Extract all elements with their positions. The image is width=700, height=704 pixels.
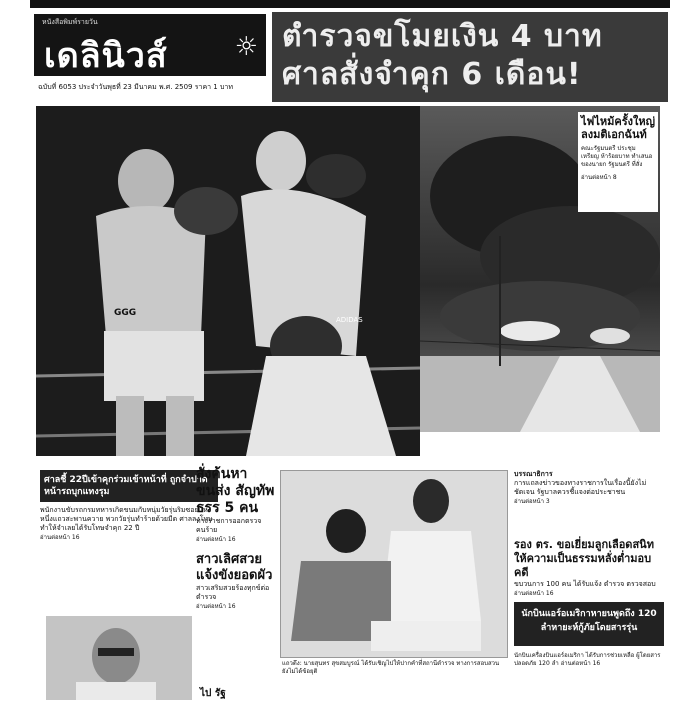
issue-line — [38, 82, 268, 93]
editorial-text: การแถลงข่าวของทางราชการในเรื่องนี้ยังไม่ชัดเจน รัฐบาลควรชี้แจงต่อประชาชน — [514, 479, 647, 496]
issue-price: ราคา 1 บาท — [194, 83, 233, 91]
issue-number-date: ฉบับที่ 6053 ประจำวันพุธที่ 23 มีนาคม พ.ศ. 2509 — [38, 83, 193, 91]
fire-caption-text: คณะรัฐมนตรี ประชุม เหรียญ ห้าร้อยบาท ทำเสนอ ของนายก รัฐมนตรี ที่สั่ง — [581, 145, 653, 168]
boxing-photo — [36, 106, 420, 456]
story-c-more: อ่านต่อหน้า 16 — [514, 590, 554, 597]
story-d-heading-box — [514, 602, 664, 646]
story-d-more: อ่านต่อหน้า 16 — [560, 660, 601, 667]
story-b-more-2: อ่านต่อหน้า 16 — [196, 603, 236, 610]
story-b-text: ทางราชการออกตรวจคนร้าย — [196, 517, 262, 534]
masthead-kicker: หนังสือพิมพ์รายวัน — [42, 18, 98, 26]
main-headline — [272, 12, 668, 102]
story-d-heading: นักบินแอร์อเมริกาหายนพูดถึง 120 ลำหายะห์กู้ภัยโดยสารรุ่น — [521, 609, 657, 633]
editorial — [514, 470, 664, 530]
story-b — [196, 466, 276, 648]
story-a-body: พนักงานขับรถกรมทหารเกิดขนมกับหนุ่มวัยรุ่นริมซอยแห่งหนึ่งแถวสะพานควาย พวกวัยรุ่นทำร้ายด้วยมีด ศาลลงโทษ ทำให้จำเลยได้รับโทษจำคุก 22 ปี — [40, 506, 213, 532]
story-b-heading-2: สาวเลิศสวย แจ้งขังยอดผัว — [196, 552, 273, 583]
glove-label: ADIDAS — [336, 316, 363, 324]
trunk-label: GGG — [114, 308, 137, 318]
portrait-illustration — [46, 616, 192, 700]
story-d-text: นักบินเครื่องบินแอร์อเมริกา ได้รับการช่วยเหลือ ผู้โดยสารปลอดภัย 120 ลำ — [514, 652, 661, 667]
story-c-text: ขบวนการ 100 คน ได้รับแจ้ง ตำรวจ ตรวจสอบ — [514, 580, 656, 588]
story-a — [40, 470, 218, 604]
boxing-photo-illustration — [36, 106, 420, 456]
story-b-more: อ่านต่อหน้า 16 — [196, 536, 236, 543]
sun-logo-icon: ☼ — [234, 32, 258, 62]
editorial-heading: บรรณาธิการ — [514, 470, 553, 478]
newspaper-title: เดลินิวส์ — [44, 36, 168, 76]
editorial-more: อ่านต่อหน้า 3 — [514, 498, 550, 505]
story-b-text-2: สาวเสริมสวยร้องทุกข์ต่อตำรวจ — [196, 584, 270, 601]
headline-line-2: ศาลสั่งจำคุก 6 เดือน! — [282, 57, 582, 92]
masthead — [34, 14, 266, 76]
story-c — [514, 538, 664, 598]
headline-line-1: ตำรวจขโมยเงิน 4 บาท — [282, 19, 603, 54]
top-border-bar — [30, 0, 670, 8]
center-photo-caption: แถวดึง: นายสุนทร สุขสมบูรณ์ ได้รับเชิญไปให้ปากคำที่สถานีตำรวจ ทางการสอบสวน ยังไม่ได้ข้อยุติ — [282, 660, 500, 675]
center-photo — [280, 470, 508, 658]
center-photo-illustration — [281, 471, 507, 657]
story-a-more: อ่านต่อหน้า 16 — [40, 534, 80, 541]
story-c-heading: รอง ตร. ขอเยี่ยมลูกเลือดสนิทให้ความเป็นธรรมหลั่งต่ำมอบคดี — [514, 538, 654, 579]
story-a-heading: ศาลชี้ 22ปีเข้าคุกร่วมเข้าหน้าที่ ถูกจำปาดหน้ารถบุกแทงรุม — [40, 470, 218, 502]
fire-caption-more: อ่านต่อหน้า 8 — [581, 174, 617, 181]
story-b-heading: สั่งค้นหาขนส่ง สัญทัพธรร 5 คน — [196, 466, 275, 516]
portrait-photo — [46, 616, 192, 700]
fire-photo-caption — [578, 112, 658, 212]
bottom-strip: ไป รัฐ — [200, 688, 226, 699]
story-d-body — [514, 652, 664, 668]
fire-caption-heading-2: ลงมติเอกฉันท์ — [581, 128, 647, 141]
fire-caption-heading: ไฟไหม้ครั้งใหญ่ — [581, 115, 655, 128]
